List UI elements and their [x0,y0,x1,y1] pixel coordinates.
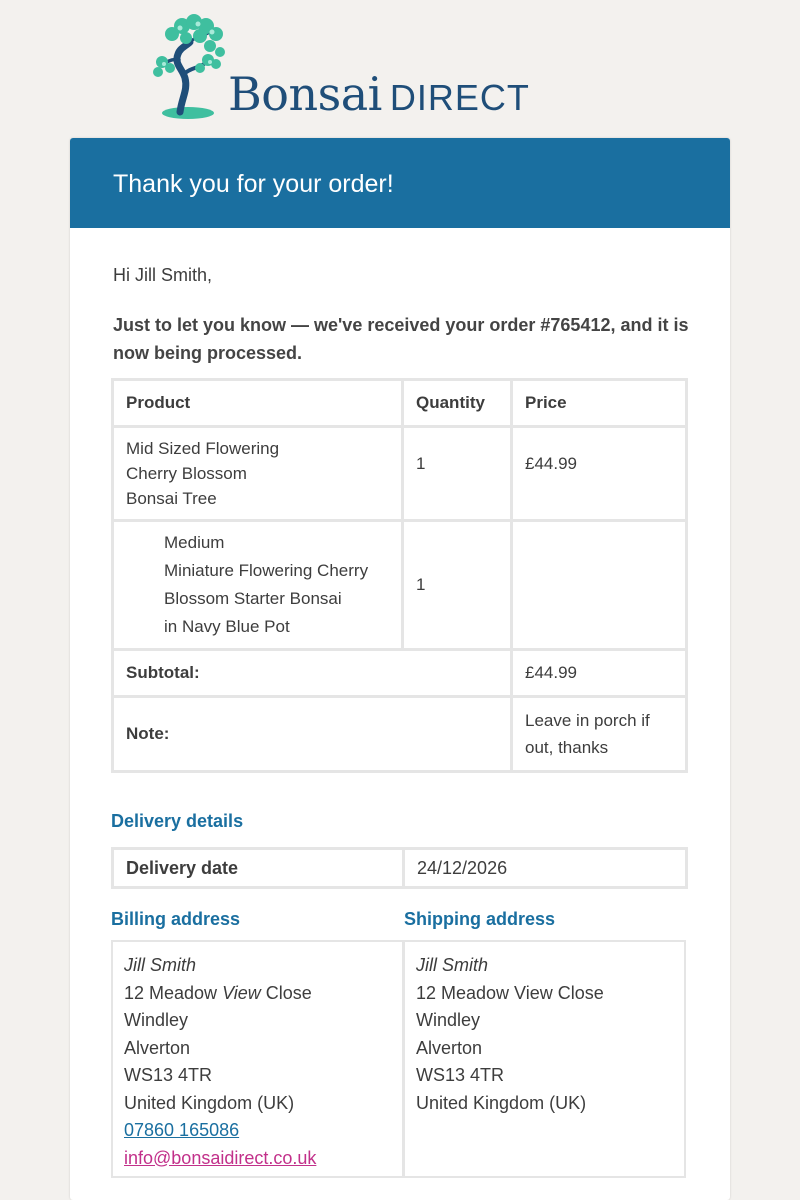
subtotal-label: Subtotal: [113,650,512,697]
brand-wordmark [228,67,530,121]
intro-text: Just to let you know — we've received your order #765412, and it is now being processed. [113,315,689,363]
product-name-line: Cherry Blossom [126,464,247,483]
order-email-card [70,138,730,1200]
delivery-details-heading: Delivery details [111,811,244,831]
table-row [113,849,687,888]
shipping-city: Alverton [416,1037,483,1058]
column-header-product: Product [113,380,403,427]
product-variant-line: Medium [164,533,225,552]
quantity-cell: 1 [403,521,512,650]
product-variant-cell [113,521,403,650]
billing-line2: Windley [124,1010,189,1030]
phone-link[interactable]: 07860 165086 [124,1120,240,1140]
quantity-cell: 1 [403,427,512,521]
billing-name: Jill Smith [124,955,197,975]
table-row [113,427,687,521]
email-link[interactable]: info@bonsaidirect.co.uk [124,1147,317,1168]
delivery-date-value: 24/12/2026 [404,849,687,888]
shipping-line2: Windley [416,1010,481,1030]
order-table-header-row [113,380,687,427]
price-cell [512,521,687,650]
billing-postcode: WS13 4TR [124,1065,213,1085]
delivery-table [111,847,688,889]
brand-name-sub: DIRECT [389,77,530,118]
order-table [111,378,688,773]
product-name-line: Bonsai Tree [126,489,217,508]
product-variant-line: in Navy Blue Pot [164,617,290,636]
price-cell: £44.99 [512,427,687,521]
billing-country: United Kingdom (UK) [124,1092,295,1113]
greeting-text: Hi Jill Smith, [113,265,213,285]
shipping-country: United Kingdom (UK) [416,1092,587,1113]
subtotal-value: £44.99 [512,650,687,697]
shipping-address-heading: Shipping address [404,909,556,929]
shipping-name: Jill Smith [416,955,489,975]
shipping-street: 12 Meadow View Close [416,982,604,1003]
product-name-cell [113,427,403,521]
shipping-address-box [403,940,686,1178]
brand-name-main: Bonsai [228,67,382,121]
bonsai-tree-icon [150,12,230,122]
email-title: Thank you for your order! [113,170,394,198]
subtotal-row [113,650,687,697]
note-row [113,697,687,772]
table-row [113,521,687,650]
delivery-date-label: Delivery date [113,849,404,888]
product-name-line: Mid Sized Flowering [126,439,280,458]
note-value: Leave in porch if out, thanks [512,697,687,772]
billing-address-heading: Billing address [111,909,241,929]
column-header-quantity: Quantity [403,380,512,427]
note-label: Note: [113,697,512,772]
billing-address-box [111,940,404,1178]
column-header-price: Price [512,380,687,427]
brand-logo [150,12,570,127]
email-header [70,138,730,228]
product-variant-line: Miniature Flowering Cherry [164,561,369,580]
shipping-postcode: WS13 4TR [416,1065,505,1085]
billing-street: 12 Meadow View Close [124,982,312,1003]
product-variant-line: Blossom Starter Bonsai [164,589,342,608]
billing-city: Alverton [124,1037,191,1058]
